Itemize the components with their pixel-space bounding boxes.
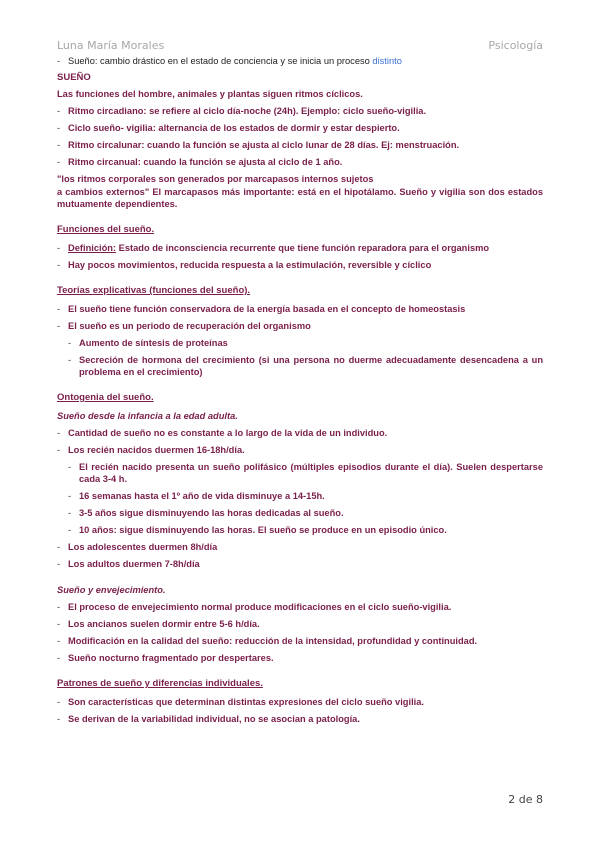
page-title: SUEÑO (57, 72, 91, 83)
list-item: - Los adultos duermen 7-8h/día (57, 559, 200, 569)
section-heading-teorias: Teorías explicativas (funciones del sueño). (57, 285, 251, 296)
ritmos-quote-cont: a cambios externos" El marcapasos más importante: está en el hipotálamo. Sueño y vigilia son dos estados mutuamente dependientes. (57, 187, 543, 209)
header-subject: Psicología (488, 39, 543, 52)
list-item: - Son características que determinan distintas expresiones del ciclo sueño vigilia. (57, 697, 424, 707)
list-item: - Los recién nacidos duermen 16-18h/día. (57, 445, 245, 455)
intro-text: Sueño: cambio drástico en el estado de conciencia y se inicia un proceso (68, 56, 370, 66)
page-number: 2 de 8 (508, 793, 543, 806)
subsection-heading-envejecimiento: Sueño y envejecimiento. (57, 585, 166, 595)
section-heading-ontogenia: Ontogenia del sueño. (57, 392, 154, 403)
definition-text: Estado de inconsciencia recurrente que tiene función reparadora para el organismo (116, 243, 490, 253)
header-author: Luna María Morales (57, 39, 165, 52)
section-heading-funciones: Funciones del sueño. (57, 224, 155, 235)
page-content (57, 55, 543, 730)
sub-list-item: - Aumento de síntesis de proteínas (68, 338, 228, 348)
list-item: - Se derivan de la variabilidad individual, no se asocian a patología. (57, 714, 360, 724)
sub-list-item: - Secreción de hormona del crecimiento (si una persona no duerme adecuadamente desencadena a un problema en el crecimiento) (68, 355, 543, 377)
sub-list-item: - 3-5 años sigue disminuyendo las horas dedicadas al sueño. (68, 508, 344, 518)
ritmos-quote: "los ritmos corporales son generados por marcapasos internos sujetos (57, 174, 374, 184)
intro-accent: distinto (372, 56, 402, 66)
sub-list-item: - 16 semanas hasta el 1º año de vida disminuye a 14-15h. (68, 491, 325, 501)
list-item: - Los ancianos suelen dormir entre 5-6 h/día. (57, 619, 260, 629)
list-item: - Hay pocos movimientos, reducida respuesta a la estimulación, reversible y cíclico (57, 260, 432, 270)
list-item: - El proceso de envejecimiento normal produce modificaciones en el ciclo sueño-vigilia. (57, 602, 452, 612)
ritmos-lead: Las funciones del hombre, animales y plantas siguen ritmos cíclicos. (57, 89, 363, 99)
intro-line (57, 55, 543, 67)
list-item: - El sueño tiene función conservadora de la energía basada en el concepto de homeostasis (57, 304, 466, 314)
subsection-heading: Sueño desde la infancia a la edad adulta. (57, 411, 238, 421)
sub-list-item: - 10 años: sigue disminuyendo las horas. El sueño se produce en un episodio único. (68, 525, 447, 535)
section-heading-patrones: Patrones de sueño y diferencias individuales. (57, 678, 263, 689)
list-item: - Cantidad de sueño no es constante a lo largo de la vida de un individuo. (57, 428, 388, 438)
list-item: - El sueño es un periodo de recuperación del organismo (57, 321, 311, 331)
list-item: - Ciclo sueño- vigilia: alternancia de los estados de dormir y estar despierto. (57, 123, 400, 133)
list-item: - Modificación en la calidad del sueño: reducción de la intensidad, profundidad y continuidad. (57, 636, 478, 646)
list-item: - Ritmo circalunar: cuando la función se ajusta al ciclo lunar de 28 días. Ej: menstruación. (57, 140, 460, 150)
list-item: - Definición: Estado de inconsciencia recurrente que tiene función reparadora para el organismo (57, 243, 490, 253)
sub-list-item: - El recién nacido presenta un sueño polifásico (múltiples episodios durante el día). Suelen despertarse cada 3-4 h. (68, 462, 543, 484)
list-item: - Los adolescentes duermen 8h/día (57, 542, 218, 552)
definition-label: Definición: (68, 243, 117, 253)
bullet-dash: - (57, 56, 61, 66)
list-item: - Ritmo circadiano: se refiere al ciclo día-noche (24h). Ejemplo: ciclo sueño-vigilia. (57, 106, 427, 116)
list-item: - Sueño nocturno fragmentado por despertares. (57, 653, 274, 663)
list-item: - Ritmo circanual: cuando la función se ajusta al ciclo de 1 año. (57, 157, 343, 167)
